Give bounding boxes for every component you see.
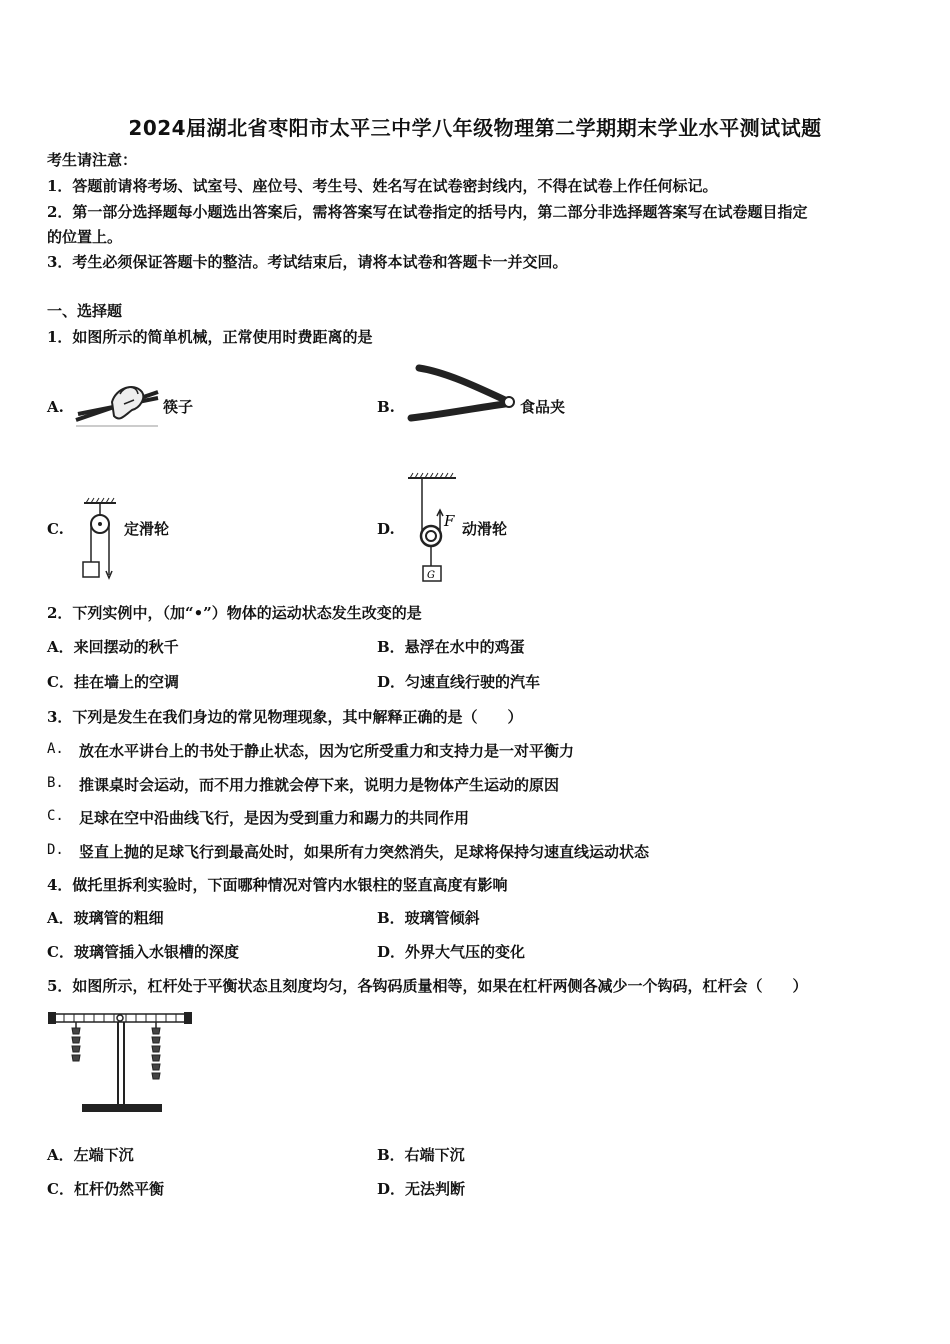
option-b: 推课桌时会运动，而不用力推就会停下来，说明力是物体产生运动的原因: [79, 776, 560, 794]
option-a: A．玻璃管的粗细: [47, 909, 164, 927]
chopsticks-figure: [72, 376, 162, 428]
food-tongs-figure: [405, 362, 517, 424]
section-heading: 一、选择题: [47, 302, 123, 320]
option-a: A．来回摆动的秋千: [47, 638, 179, 656]
notice-item: 的位置上。: [47, 228, 123, 246]
option-a: 放在水平讲台上的书处于静止状态，因为它所受重力和支持力是一对平衡力: [79, 742, 575, 760]
question-2-stem: 2．下列实例中，（加“•”）物体的运动状态发生改变的是: [47, 604, 422, 622]
option-letter: A.: [47, 398, 64, 416]
option-d: 竖直上抛的足球飞行到最高处时，如果所有力突然消失，足球将保持匀速直线运动状态: [79, 843, 650, 861]
option-label: 动滑轮: [462, 520, 508, 538]
weight-label: G: [427, 570, 435, 581]
option-letter: B.: [47, 775, 64, 791]
movable-pulley-figure: [406, 470, 466, 586]
option-label: 筷子: [163, 398, 194, 416]
option-letter: C.: [47, 808, 64, 824]
question-3-stem: 3．下列是发生在我们身边的常见物理现象，其中解释正确的是（ ）: [47, 708, 523, 726]
option-b: B．右端下沉: [377, 1146, 465, 1164]
question-5-stem: 5．如图所示，杠杆处于平衡状态且刻度均匀，各钩码质量相等，如果在杠杆两侧各减少一个钩码，杠杆会（ ）: [47, 977, 808, 995]
option-c: C．玻璃管插入水银槽的深度: [47, 943, 239, 961]
option-letter: C.: [47, 520, 64, 538]
option-label: 定滑轮: [124, 520, 170, 538]
option-letter: B.: [377, 398, 395, 416]
fixed-pulley-figure: [80, 495, 120, 585]
notice-heading: 考生请注意：: [47, 151, 138, 169]
option-d: D．无法判断: [377, 1180, 466, 1198]
force-label: F: [444, 512, 455, 530]
option-a: A．左端下沉: [47, 1146, 134, 1164]
lever-figure: [46, 1008, 196, 1116]
option-c: 足球在空中沿曲线飞行，是因为受到重力和踢力的共同作用: [79, 809, 470, 827]
notice-item: 1．答题前请将考场、试室号、座位号、考生号、姓名写在试卷密封线内，不得在试卷上作任何标记。: [47, 177, 718, 195]
option-b: B．玻璃管倾斜: [377, 909, 480, 927]
option-c: C．杠杆仍然平衡: [47, 1180, 164, 1198]
option-letter: A.: [47, 741, 64, 757]
question-1-stem: 1．如图所示的简单机械，正常使用时费距离的是: [47, 328, 373, 346]
option-d: D．匀速直线行驶的汽车: [377, 673, 541, 691]
option-d: D．外界大气压的变化: [377, 943, 526, 961]
option-c: C．挂在墙上的空调: [47, 673, 179, 691]
option-letter: D.: [47, 842, 64, 858]
notice-item: 3．考生必须保证答题卡的整洁。考试结束后，请将本试卷和答题卡一并交回。: [47, 253, 568, 271]
page-title: 2024届湖北省枣阳市太平三中学八年级物理第二学期期末学业水平测试试题: [128, 116, 822, 140]
notice-item: 2．第一部分选择题每小题选出答案后，需将答案写在试卷指定的括号内，第二部分非选择题答案写在试卷题目指定: [47, 203, 808, 221]
option-label: 食品夹: [520, 398, 566, 416]
option-b: B．悬浮在水中的鸡蛋: [377, 638, 525, 656]
option-letter: D.: [377, 520, 395, 538]
question-4-stem: 4．做托里拆利实验时，下面哪种情况对管内水银柱的竖直高度有影响: [47, 876, 508, 894]
